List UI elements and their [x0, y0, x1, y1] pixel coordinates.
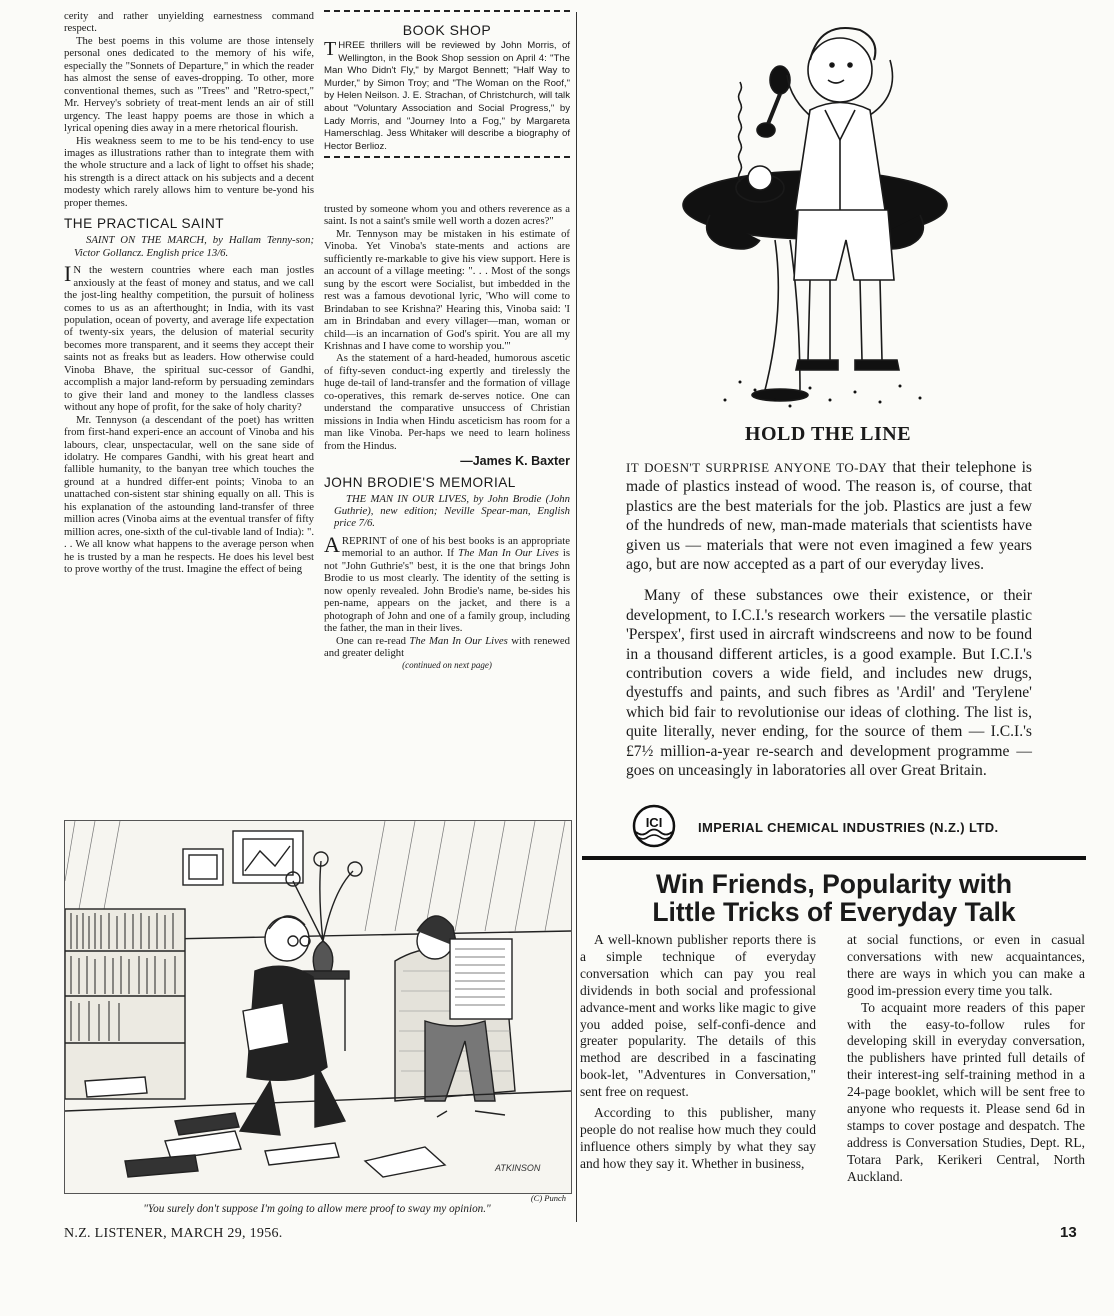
col2-paragraph: One can re-read The Man In Our Lives with renewed and greater delight: [324, 634, 570, 659]
col2-paragraph: Mr. Tennyson may be mistaken in his estimate of Vinoba. Yet Vinoba's state-ments and actions are sufficiently re-markable to give his view support. Here is an account of a village meeting: ". . . Most of the songs sung by the escort were Socialist, but imbedded in the rest was a famous devotional lyric, 'Who will come to Brindaban to see Krishna?' Hearing this, Vinoba said: 'I am in Brindaban and every villager—man, woman or child—is an incarnation of God's spirit. You are all my Krishnas and I have come to worship you.'": [324, 227, 570, 352]
col1-paragraph: I N the western countries where each man jostles anxiously at the feast of money and status, and we call the jost-ling healthy competition, the pursuit of holiness comes to us as an afterthought; in India, with its vast population, ocean of poverty, and average life expectation of twenty-six years, the delusion of material security becomes more transparent, and it seems they accept their saints not as freaks but as leaders. How otherwise could Vinoba Bhave, the spiritual suc-cessor of Gandhi, accomplish a major land-reform by persuading zemindars to give their land and money to the landless classes without any hope of profit, for the sake of holy charity?: [64, 261, 314, 414]
cartoon: [64, 820, 572, 1194]
ici-lead: IT DOESN'T SURPRISE ANYONE TO-DAY: [626, 460, 888, 475]
cartoon-credit: (C) Punch: [530, 1193, 566, 1203]
ad-paragraph: To acquaint more readers of this paper with the easy-to-follow rules for developing skill in everyday conversation, the publishers have printed full details of their interest-ing self-training method in a 24-page booklet, which will be sent free to anyone who requests it. Please send 6d in stamps to cover postage and despatch. The address is Conversation Studies, Dept. RL, Totara Park, Kerikeri Central, North Auckland.: [847, 999, 1085, 1184]
continued-note: (continued on next page): [402, 660, 492, 671]
book-shop-text: THREE thrillers will be reviewed by John Morris, of Wellington, in the Book Shop session on April 4: "The Man Who Didn't Fly," by Margot Bennett; "Half Way to Murder," by Simon Troy; and "The Woman on the Roof," by Helen Neilson. J. E. Strachan, of Christchurch, will talk about "Voluntary Association and Social Progress," by Lady Morris, and "Journey Into a Fog," by Margareta Hamerschlag. Jess Whitaker will describe a biography of Hector Berlioz.: [324, 38, 570, 152]
ici-body: [626, 458, 1032, 781]
ad-rule: [582, 856, 1086, 860]
cartoon-caption: "You surely don't suppose I'm going to allow mere proof to sway my opinion.": [143, 1203, 491, 1215]
cartoon-illustration: [65, 821, 571, 1193]
ad-headline-line2: Little Tricks of Everyday Talk: [652, 897, 1016, 927]
ici-paragraph: IT DOESN'T SURPRISE ANYONE TO-DAY that their telephone is made of plastics instead of wood. The reason is, of course, that plastics are the best materials for the job. Plastics are just a few of the hundreds of new, man-made materials that scientists have given us — materials that were not even imagined a few years ago, but are now accepted as a part of our everyday lives.: [626, 459, 1032, 574]
ad-column-1: [580, 932, 816, 1173]
col2-paragraph: trusted by someone whom you and others reverence as a saint. Is not a saint's smile well worth a dozen acres?": [324, 203, 570, 228]
col2-paragraph: As the statement of a hard-headed, humorous ascetic of fifty-seven conduct-ing expertly and tirelessly the huge de-tail of land-transfer and the formation of village co-operatives, this remark de-serves notice. One can understand the comparative unsuccess of Christian missions in India when Hindu asceticism has room for a man like Vinoba. Per-haps we need to learn holiness from the Hindus.: [324, 352, 570, 452]
divider: [324, 10, 570, 16]
divider: [324, 156, 570, 162]
column-1: [64, 10, 314, 575]
ici-paragraph: Many of these substances owe their existence, or their development, to I.C.I.'s research workers — the versatile plastic 'Perspex', first used in aircraft windscreens and now to be found in a thousand different articles, is a good example. But I.C.I.'s contribution covers a wide field, and includes new drugs, dyestuffs and paints, and such fibres as 'Ardil' and 'Terylene' which bid fair to revolutionise our ideas of clothing. The list is, quite literally, never ending, for the source of them — I.C.I.'s £7½ million-a-year re-search and development programme — goes on unceasingly in laboratories all over Great Britain.: [626, 587, 1032, 780]
drop-cap: I: [64, 261, 72, 287]
ad-headline-line1: Win Friends, Popularity with: [655, 869, 1013, 899]
book-shop-box: [324, 10, 570, 162]
ad-paragraph: A well-known publisher reports there is a simple technique of everyday conversation which can pay you real dividends in both social and professional advance-ment and works like magic to give you added poise, self-confi-dence and greater popularity. The details of this method are described in a fascinating book-let, "Adventures in Conversation," sent free on request.: [580, 932, 816, 1100]
book-shop-title: BOOK SHOP: [402, 22, 492, 38]
ici-logo-text: ICI: [645, 815, 663, 830]
drop-cap: A: [324, 531, 340, 557]
col1-paragraph: The best poems in this volume are those intensely personal ones dedicated to the memory of his wife, especially the "Sonnets of Departure," in which the reader has almost the sense of eaves-dropping. To other, more conventional themes, such as "Trees" and "Retro-spect," Mr. Hervey's sobriety of treat-ment lends an air of still urgency. The least happy poems are those in which a lyrical opening dies away in a mere rhetorical flourish.: [64, 34, 314, 135]
boy-telephone-illustration: [680, 10, 970, 410]
column-2: [324, 203, 570, 672]
ici-logo: [626, 804, 682, 848]
page-number: 13: [1060, 1224, 1077, 1241]
book-caption: SAINT ON THE MARCH, by Hallam Tenny-son; Victor Gollancz. English price 13/6.: [74, 234, 314, 259]
col1-paragraph: cerity and rather unyielding earnestness command respect.: [64, 10, 314, 35]
ad-column-2: [847, 932, 1085, 1186]
ad-paragraph: at social functions, or even in casual conversations with new acquaintances, there are ways in which you can make a good im-pression every time you talk.: [847, 932, 1085, 998]
ad-headline: [582, 870, 1086, 926]
ici-company-name: IMPERIAL CHEMICAL INDUSTRIES (N.Z.) LTD.: [698, 820, 999, 835]
artist-signature: ATKINSON: [495, 1163, 541, 1173]
article-heading-john-brodie: JOHN BRODIE'S MEMORIAL: [324, 474, 516, 490]
col1-paragraph: His weakness seem to me to be his tend-ency to use images as illustrations rather than to integrate them with the whole structure and a lack of light to offset his shade; his strength is a direct attack on his subjects and a decent modesty which rarely allows him to venture be-yond his proper themes.: [64, 134, 314, 209]
book-caption: THE MAN IN OUR LIVES, by John Brodie (John Guthrie), new edition; Neville Spear-man, English price 7/6.: [334, 492, 570, 530]
drop-cap: T: [324, 38, 337, 60]
ici-illustration: [680, 10, 970, 410]
column-rule: [576, 12, 577, 1222]
article-heading-practical-saint: THE PRACTICAL SAINT: [64, 216, 225, 232]
author-signature: —James K. Baxter: [460, 454, 570, 469]
ad-paragraph: According to this publisher, many people do not realise how much they could influence others simply by what they say and how they say it. Whether in business,: [580, 1105, 816, 1171]
footer-masthead: N.Z. LISTENER, MARCH 29, 1956.: [64, 1226, 283, 1241]
col1-paragraph: Mr. Tennyson (a descendant of the poet) has written from first-hand experi-ence an account of Vinoba and his labours, clear, unspectacular, well on the sane side of idolatry. He compares Gandhi, with his great heart and fallible humanity, to the banyan tree which touches the ground at a hundred differ-ent points; Vinoba to an unattached con-sistent star shining equally on all. This is his explanation of the astounding land-transfer of three million acres (Vinoba aims at the eventual transfer of fifty million acres, one-sixth of the cul-tivable land of India): ". . . We all know what happens to the average person when he is trusted by a man he respects. He does his level best to prove worthy of the trust. Imagine the effect of being: [64, 413, 314, 576]
ici-headline: HOLD THE LINE: [744, 423, 912, 445]
col2-paragraph: AREPRINT of one of his best books is an appropriate memorial to an author. If The Man In Our Lives is not "John Guthrie's" best, it is the one that brings John Brodie to us most clearly. The identity of the setting is now openly revealed. John Brodie's name, be-sides his pen-name, appears on the jacket, and there is a photograph of John and one of a family group, including the father, the man in their lives.: [324, 531, 570, 635]
